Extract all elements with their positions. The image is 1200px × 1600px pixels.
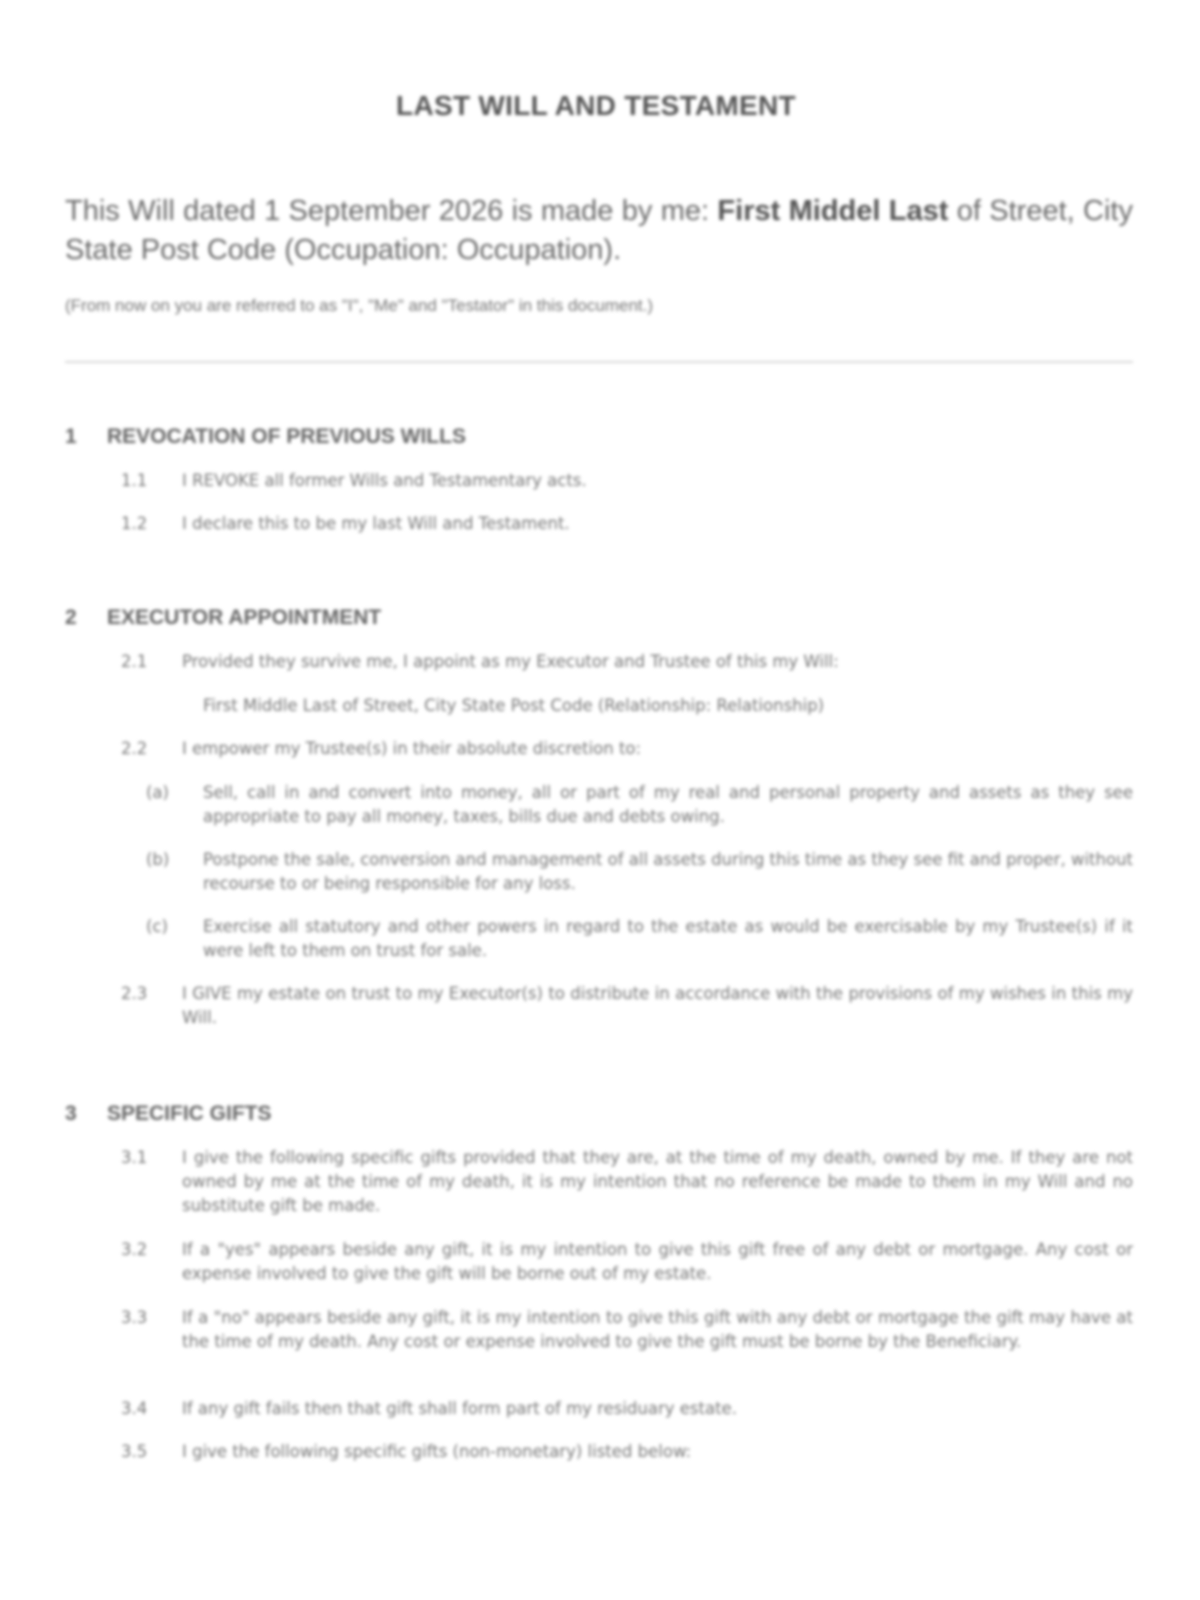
section-title: EXECUTOR APPOINTMENT bbox=[107, 606, 382, 629]
clause-text: I give the following specific gifts provided that they are, at the time of my death, owned by me. If they are not owned by me at the time of my death, it is my intention that no reference be made to them in my Will and no substitute gift be made. bbox=[182, 1148, 1133, 1215]
subclause-b bbox=[146, 848, 1133, 896]
clause-number: 1.1 bbox=[121, 471, 148, 490]
subclause-a bbox=[146, 781, 1133, 829]
intro-suffix: of Street, City State Post Code (Occupation: Occupation). bbox=[65, 195, 1133, 266]
clause-3-3 bbox=[121, 1306, 1133, 1354]
section-heading-revocation bbox=[65, 425, 466, 449]
subclause-c bbox=[146, 915, 1133, 963]
will-intro bbox=[65, 192, 1133, 270]
clause-number: 3.1 bbox=[121, 1148, 148, 1167]
clause-1-1 bbox=[121, 469, 1133, 493]
clause-3-1 bbox=[121, 1146, 1133, 1218]
clause-text: I REVOKE all former Wills and Testamentary acts. bbox=[182, 471, 587, 490]
section-number: 2 bbox=[65, 606, 77, 629]
clause-text: If a "yes" appears beside any gift, it is my intention to give this gift free of any debt or mortgage. Any cost or expense involved to give the gift will be borne out of my estate. bbox=[182, 1240, 1133, 1283]
subclause-text: Exercise all statutory and other powers in regard to the estate as would be exercisable by my Trustee(s) if it were left to them on trust for sale. bbox=[203, 917, 1133, 960]
subclause-number: (b) bbox=[146, 850, 170, 869]
section-title: SPECIFIC GIFTS bbox=[107, 1102, 272, 1125]
section-number: 1 bbox=[65, 425, 77, 448]
clause-3-5 bbox=[121, 1440, 1133, 1464]
subclause-text: Postpone the sale, conversion and management of all assets during this time as they see fit and proper, without recourse to or being responsible for any loss. bbox=[203, 850, 1133, 893]
section-title: REVOCATION OF PREVIOUS WILLS bbox=[107, 425, 466, 448]
subclause-number: (c) bbox=[146, 917, 168, 936]
clause-text: I GIVE my estate on trust to my Executor(s) to distribute in accordance with the provisions of my wishes in this my Will. bbox=[182, 984, 1133, 1027]
clause-number: 3.4 bbox=[121, 1399, 148, 1418]
subclause-text: Sell, call in and convert into money, all or part of my real and personal property and assets as they see appropriate to pay all money, taxes, bills due and debts owing. bbox=[203, 783, 1133, 826]
clause-number: 3.5 bbox=[121, 1442, 148, 1461]
section-heading-specific-gifts bbox=[65, 1102, 272, 1126]
clause-text: If any gift fails then that gift shall form part of my residuary estate. bbox=[182, 1399, 737, 1418]
clause-number: 2.1 bbox=[121, 652, 148, 671]
clause-text: I declare this to be my last Will and Testament. bbox=[182, 514, 570, 533]
clause-2-1 bbox=[121, 650, 1133, 674]
section-number: 3 bbox=[65, 1102, 77, 1125]
clause-2-3 bbox=[121, 982, 1133, 1030]
clause-number: 2.3 bbox=[121, 984, 148, 1003]
intro-note: (From now on you are referred to as "I", "Me" and "Testator" in this document.) bbox=[65, 296, 654, 315]
clause-number: 3.3 bbox=[121, 1308, 148, 1327]
clause-number: 3.2 bbox=[121, 1240, 148, 1259]
clause-text: I give the following specific gifts (non-monetary) listed below: bbox=[182, 1442, 692, 1461]
divider bbox=[65, 361, 1133, 363]
document-title: LAST WILL AND TESTAMENT bbox=[396, 90, 796, 121]
testator-name: First Middel Last bbox=[717, 195, 949, 227]
clause-3-4 bbox=[121, 1397, 1133, 1421]
clause-text: Provided they survive me, I appoint as my Executor and Trustee of this my Will: bbox=[182, 652, 839, 671]
clause-3-2 bbox=[121, 1238, 1133, 1286]
intro-prefix: This Will dated 1 September 2026 is made by me: bbox=[65, 195, 718, 227]
clause-text: If a "no" appears beside any gift, it is my intention to give this gift with any debt or mortgage the gift may have at the time of my death. Any cost or expense involved to give the gift must be borne by the Beneficiary. bbox=[182, 1308, 1133, 1351]
clause-number: 1.2 bbox=[121, 514, 148, 533]
clause-2-2 bbox=[121, 737, 1133, 761]
subclause-number: (a) bbox=[146, 783, 169, 802]
clause-number: 2.2 bbox=[121, 739, 148, 758]
clause-text: I empower my Trustee(s) in their absolute discretion to: bbox=[182, 739, 642, 758]
executor-details: First Middle Last of Street, City State Post Code (Relationship: Relationship) bbox=[203, 696, 825, 715]
section-heading-executor bbox=[65, 606, 381, 630]
clause-1-2 bbox=[121, 512, 1133, 536]
